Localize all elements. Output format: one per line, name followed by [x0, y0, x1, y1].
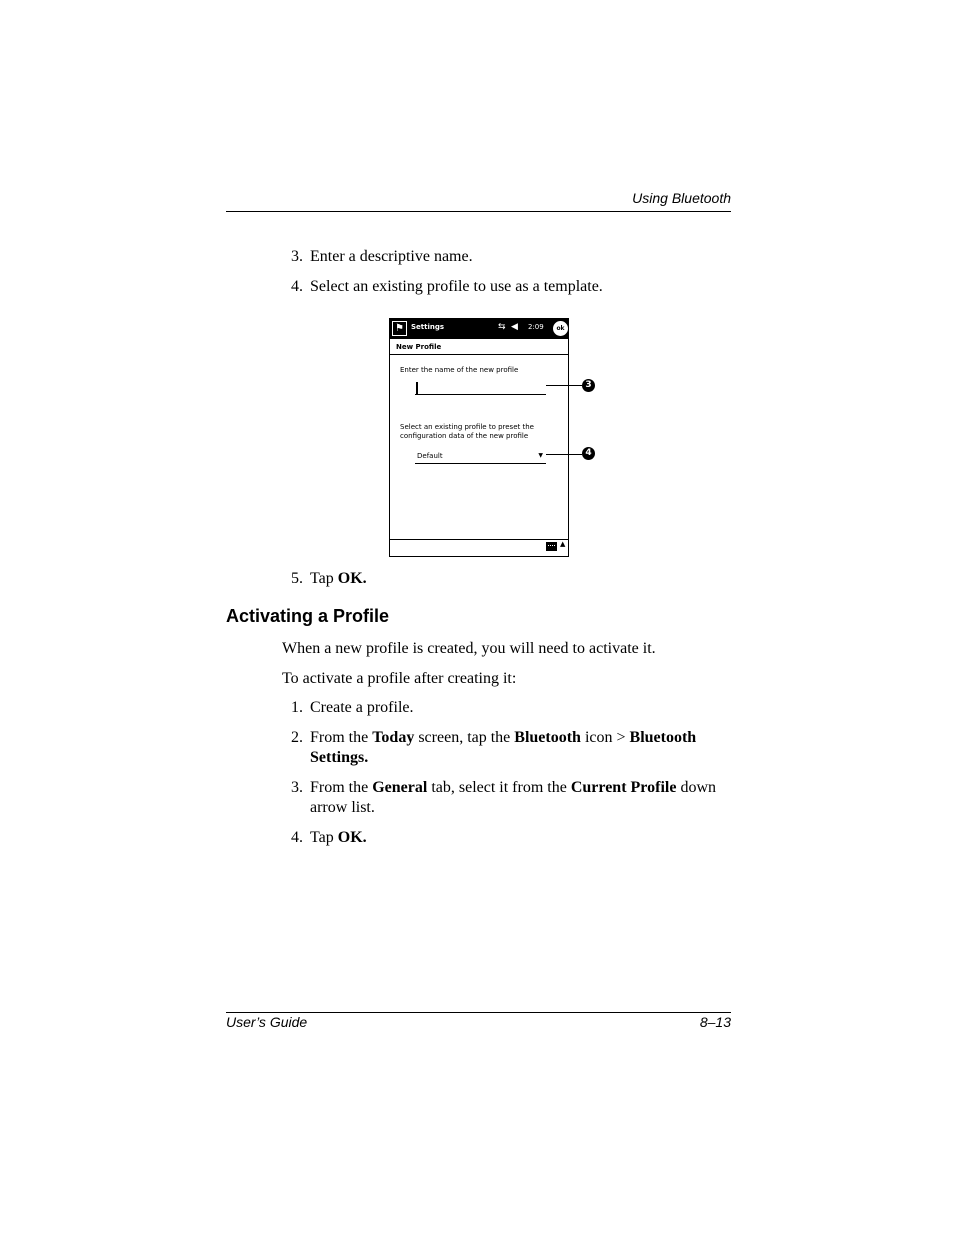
device-titlebar — [390, 319, 568, 339]
step-text — [310, 728, 735, 768]
step-number: 2. — [291, 729, 303, 746]
step-number: 4. — [291, 829, 303, 846]
text-caret — [416, 382, 418, 394]
footer-guide-title: User’s Guide — [226, 1014, 308, 1030]
step-number: 3. — [291, 248, 303, 265]
subtitle-divider — [390, 354, 568, 355]
step-number: 4. — [291, 278, 303, 295]
callout-line-3 — [546, 385, 582, 386]
step-text: Create a profile. — [310, 699, 414, 716]
section-heading: Activating a Profile — [226, 606, 390, 626]
header-rule — [226, 211, 731, 212]
ok-emphasis: OK. — [337, 829, 367, 846]
step-text: Enter a descriptive name. — [310, 248, 473, 265]
callout-line-4 — [546, 454, 582, 455]
scroll-up-icon[interactable]: ▲ — [560, 540, 566, 548]
keyboard-icon[interactable] — [546, 542, 557, 551]
text-part: down arrow list. — [310, 779, 716, 816]
step-text — [310, 778, 735, 818]
running-header: Using Bluetooth — [632, 190, 731, 206]
dropdown-arrow-icon[interactable]: ▼ — [538, 452, 543, 459]
bluetooth-settings-emphasis: Bluetooth Settings. — [310, 729, 697, 766]
text-part: tab, select it from the — [427, 779, 571, 796]
device-time[interactable]: 2:09 — [528, 323, 544, 331]
device-footer-divider — [390, 539, 568, 540]
step-number: 5. — [291, 570, 303, 587]
footer-rule — [226, 1012, 731, 1013]
device-subtitle: New Profile — [396, 343, 442, 351]
template-label-line1: Select an existing profile to preset the — [400, 423, 534, 431]
select-value: Default — [417, 452, 443, 460]
section-lead: To activate a profile after creating it: — [282, 670, 517, 687]
page-number: 8–13 — [699, 1014, 731, 1030]
speaker-icon[interactable]: ◀ — [511, 322, 518, 332]
start-flag-icon[interactable]: ⚑ — [392, 321, 407, 336]
template-profile-label — [400, 423, 534, 441]
text-part: From the — [310, 729, 373, 746]
profile-name-input[interactable] — [415, 380, 546, 395]
callout-3: 3 — [582, 379, 595, 392]
bluetooth-emphasis: Bluetooth — [514, 729, 581, 746]
step-number: 3. — [291, 779, 303, 796]
profile-name-label: Enter the name of the new profile — [400, 366, 519, 374]
general-emphasis: General — [372, 779, 428, 796]
template-profile-select[interactable] — [415, 449, 546, 464]
device-screenshot — [389, 318, 569, 557]
text-part: Tap — [310, 829, 338, 846]
current-profile-emphasis: Current Profile — [570, 779, 677, 796]
text-part: icon > — [580, 729, 630, 746]
step-text: Select an existing profile to use as a template. — [310, 278, 603, 295]
device-title: Settings — [411, 323, 445, 331]
step-text-prefix: Tap — [310, 570, 338, 587]
step-text — [310, 828, 735, 848]
connectivity-icon[interactable]: ⇆ — [498, 322, 506, 332]
today-emphasis: Today — [372, 729, 415, 746]
step-text — [310, 569, 735, 589]
section-intro: When a new profile is created, you will need to activate it. — [282, 640, 656, 657]
ok-emphasis: OK. — [337, 570, 367, 587]
callout-4: 4 — [582, 447, 595, 460]
text-part: From the — [310, 779, 373, 796]
text-part: screen, tap the — [414, 729, 515, 746]
step-number: 1. — [291, 699, 303, 716]
template-label-line2: configuration data of the new profile — [400, 432, 529, 440]
ok-button[interactable]: ok — [553, 321, 568, 336]
